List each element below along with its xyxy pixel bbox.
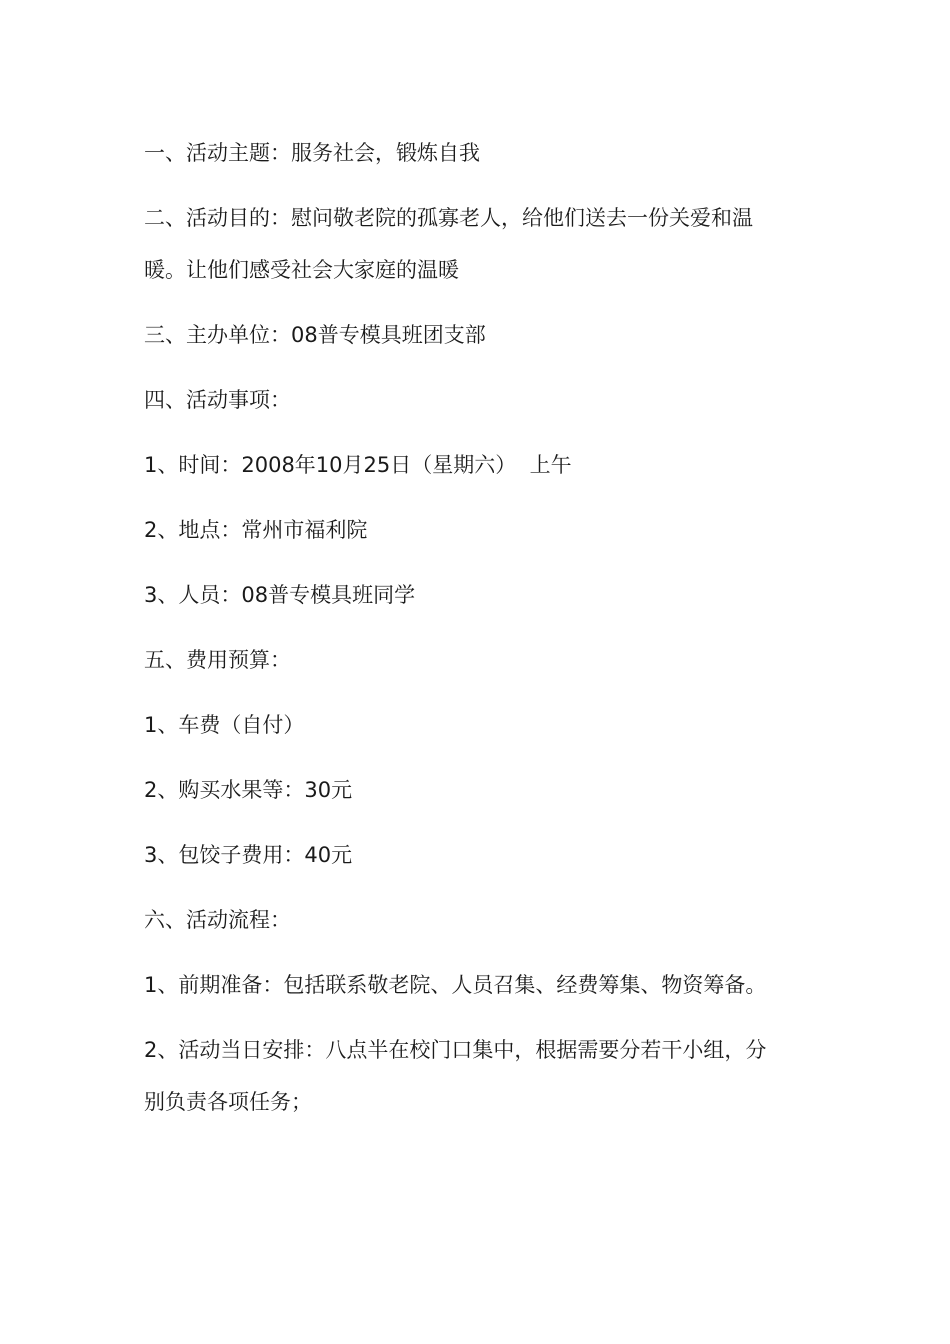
document-body xyxy=(144,133,814,1147)
text-line: 2、购买水果等：30元 xyxy=(144,778,353,802)
text-line: 二、活动目的：慰问敬老院的孤寡老人，给他们送去一份关爱和温 xyxy=(144,206,753,230)
paragraph-dumplings xyxy=(144,835,814,875)
text-line: 2、地点：常州市福利院 xyxy=(144,518,368,542)
paragraph-theme xyxy=(144,133,814,173)
paragraph-purpose xyxy=(144,198,814,290)
text-line: 3、包饺子费用：40元 xyxy=(144,843,353,867)
text-line: 1、前期准备：包括联系敬老院、人员召集、经费筹集、物资筹备。 xyxy=(144,973,767,997)
paragraph-organizer xyxy=(144,315,814,355)
text-line: 三、主办单位：08普专模具班团支部 xyxy=(144,323,486,347)
text-line: 2、活动当日安排：八点半在校门口集中，根据需要分若干小组，分 xyxy=(144,1038,767,1062)
text-line: 暖。让他们感受社会大家庭的温暖 xyxy=(144,258,459,282)
paragraph-budget-heading xyxy=(144,640,814,680)
paragraph-preparation xyxy=(144,965,814,1005)
paragraph-location xyxy=(144,510,814,550)
paragraph-participants xyxy=(144,575,814,615)
paragraph-time xyxy=(144,445,814,485)
text-line: 1、车费（自付） xyxy=(144,713,305,737)
text-line: 一、活动主题：服务社会，锻炼自我 xyxy=(144,141,480,165)
text-line: 五、费用预算： xyxy=(144,648,291,672)
paragraph-day-arrangement xyxy=(144,1030,814,1122)
text-line: 四、活动事项： xyxy=(144,388,291,412)
paragraph-fruit xyxy=(144,770,814,810)
paragraph-fare xyxy=(144,705,814,745)
paragraph-process-heading xyxy=(144,900,814,940)
text-line: 1、时间：2008年10月25日（星期六） 上午 xyxy=(144,453,572,477)
text-line: 3、人员：08普专模具班同学 xyxy=(144,583,416,607)
text-line: 六、活动流程： xyxy=(144,908,291,932)
paragraph-items-heading xyxy=(144,380,814,420)
text-line: 别负责各项任务； xyxy=(144,1090,312,1114)
